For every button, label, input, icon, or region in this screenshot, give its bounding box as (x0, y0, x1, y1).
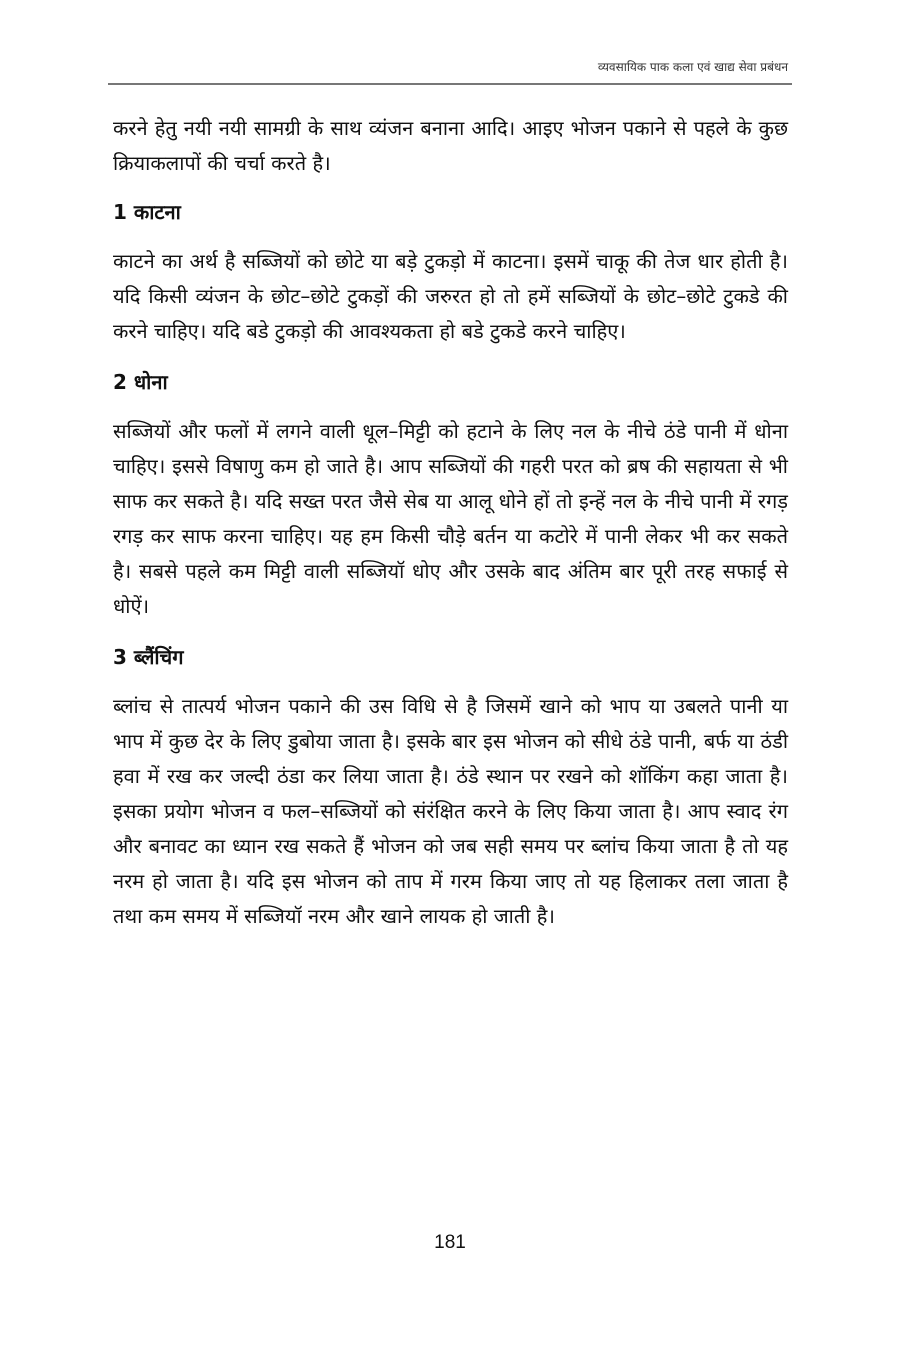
section-cutting (113, 195, 788, 349)
section-body-blanching: ब्लांच से तात्पर्य भोजन पकाने की उस विधि से है जिसमें खाने को भाप या उबलते पानी या भाप में कुछ देर के लिए डुबोया जाता है। इसके बार इस भोजन को सीधे ठंडे पानी, बर्फ या ठंडी हवा में रख कर जल्दी ठंडा कर लिया जाता है। ठंडे स्थान पर रखने को शॉकिंग कहा जाता है। इसका प्रयोग भोजन व फल–सब्जियों को संरंक्षित करने के लिए किया जाता है। आप स्वाद रंग और बनावट का ध्यान रख सकते हैं भोजन को जब सही समय पर ब्लांच किया जाता है तो यह नरम हो जाता है। यदि इस भोजन को ताप में गरम किया जाए तो यह हिलाकर तला जाता है तथा कम समय में सब्जियॉ नरम और खाने लायक हो जाती है। (113, 694, 788, 928)
section-heading-washing: 2 धोना (113, 370, 168, 394)
intro-paragraph: करने हेतु नयी नयी सामग्री के साथ व्यंजन बनाना आदि। आइए भोजन पकाने से पहले के कुछ क्रियाकलापों की चर्चा करते है। (113, 116, 788, 175)
section-heading-cutting: 1 काटना (113, 200, 181, 224)
page-body (113, 111, 788, 934)
section-heading-blanching: 3 ब्लैंचिंग (113, 645, 184, 669)
section-body-cutting: काटने का अर्थ है सब्जियों को छोटे या बड़े टुकड़ो में काटना। इसमें चाकू की तेज धार होती है। यदि किसी व्यंजन के छोट–छोटे टुकड़ों की जरुरत हो तो हमें सब्जियों के छोट–छोटे टुकडे की करने चाहिए। यदि बडे टुकड़ो की आवश्यकता हो बडे टुकडे करने चाहिए। (113, 249, 788, 343)
section-blanching (113, 640, 788, 934)
section-body-washing: सब्जियों और फलों में लगने वाली धूल–मिट्टी को हटाने के लिए नल के नीचे ठंडे पानी में धोना चाहिए। इससे विषाणु कम हो जाते है। आप सब्जियों की गहरी परत को ब्रष की सहायता से भी साफ कर सकते है। यदि सख्त परत जैसे सेब या आलू धोने हों तो इन्हें नल के नीचे पानी में रगड़ रगड़ कर साफ करना चाहिए। यह हम किसी चौड़े बर्तन या कटोरे में पानी लेकर भी कर सकते है। सबसे पहले कम मिट्टी वाली सब्जियॉ धोए और उसके बाद अंतिम बार पूरी तरह सफाई से धोऐं। (113, 419, 788, 618)
running-header: व्यवसायिक पाक कला एवं खाद्य सेवा प्रबंधन (597, 60, 788, 74)
page-number: 181 (434, 1232, 466, 1253)
header-divider (108, 83, 792, 85)
section-washing (113, 365, 788, 624)
